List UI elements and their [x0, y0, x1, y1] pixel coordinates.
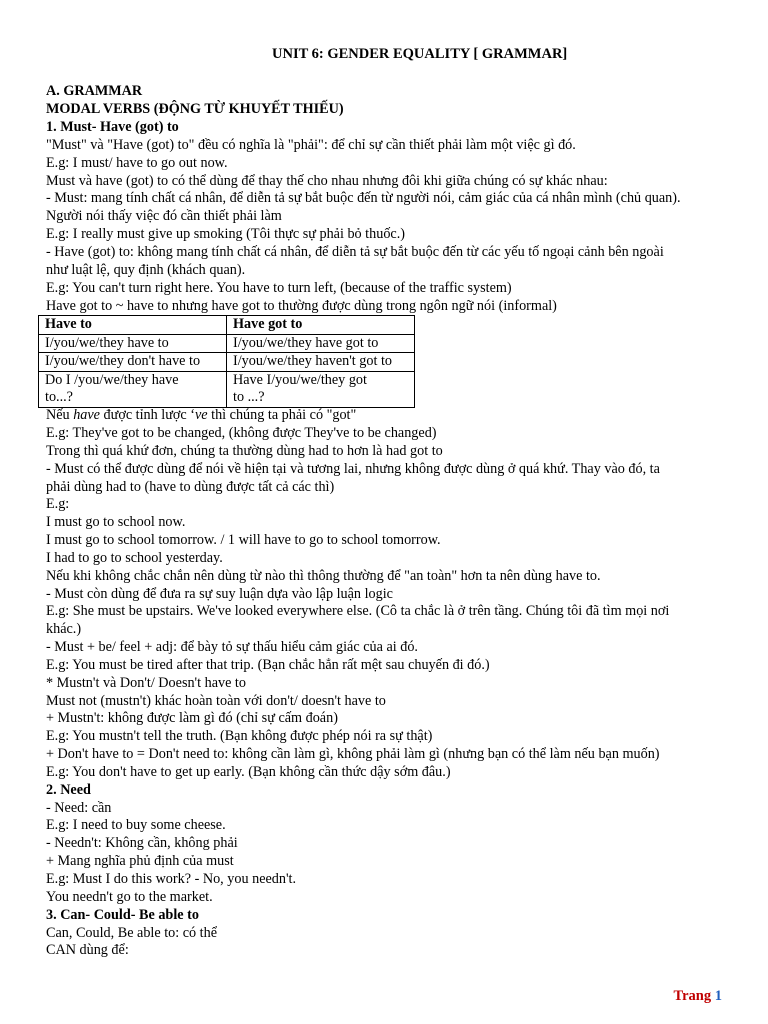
text-line: khác.) — [46, 621, 82, 638]
table-cell: I/you/we/they have to — [39, 334, 227, 353]
table-cell: Do I /you/we/they have to...? — [39, 371, 227, 407]
text-line: - Must: mang tính chất cá nhân, để diễn tả sự bắt buộc đến từ người nói, cảm giác của cá nhân mình (chủ quan). — [46, 190, 681, 207]
section-heading: A. GRAMMAR — [46, 83, 143, 99]
text-line: CAN dùng để: — [46, 942, 129, 959]
text-line: E.g: You can't turn right here. You have to turn left, (because of the traffic system) — [46, 279, 512, 296]
text-line: I must go to school tomorrow. / 1 will have to go to school tomorrow. — [46, 532, 441, 549]
table-header-row — [39, 316, 415, 335]
text-line: E.g: I must/ have to go out now. — [46, 154, 228, 171]
have-to-table — [38, 315, 415, 408]
section-heading: 2. Need — [46, 781, 91, 798]
text-line: E.g: They've got to be changed, (không được They've to be changed) — [46, 425, 437, 441]
page-title: UNIT 6: GENDER EQUALITY [ GRAMMAR] — [272, 46, 568, 62]
text-line: I must go to school now. — [46, 514, 186, 531]
text-line: I had to go to school yesterday. — [46, 549, 223, 566]
text-line: You needn't go to the market. — [46, 888, 213, 905]
table-cell: I/you/we/they haven't got to — [227, 353, 415, 372]
section-heading: 3. Can- Could- Be able to — [46, 906, 199, 923]
text-line: Người nói thấy việc đó cần thiết phải làm — [46, 208, 282, 225]
text-line: Must và have (got) to có thể dùng để thay thế cho nhau nhưng đôi khi giữa chúng có sự khác nhau: — [46, 172, 608, 189]
text-line: + Mang nghĩa phủ định của must — [46, 853, 234, 870]
text-line: - Need: cần — [46, 799, 112, 816]
text-line: Must not (mustn't) khác hoàn toàn với don't/ doesn't have to — [46, 692, 386, 709]
text-line: Have got to ~ have to nhưng have got to thường được dùng trong ngôn ngữ nói (informal) — [46, 297, 557, 314]
text-line: - Needn't: Không cần, không phải — [46, 835, 238, 852]
text-line: E.g: Must I do this work? - No, you needn't. — [46, 871, 297, 887]
text-line: * Mustn't và Don't/ Doesn't have to — [46, 674, 246, 691]
text-line: - Must còn dùng để đưa ra sự suy luận dựa vào lập luận logic — [46, 585, 393, 602]
note-have-line: Nếu have được tỉnh lược ‘ve thì chúng ta phải có "got" — [46, 407, 357, 423]
table-header-cell: Have got to — [227, 316, 415, 335]
table-cell: I/you/we/they don't have to — [39, 353, 227, 372]
table-cell: I/you/we/they have got to — [227, 334, 415, 353]
page-number: Trang 1 — [673, 988, 722, 1004]
text-line: "Must" và "Have (got) to" đều có nghĩa là "phải": để chỉ sự cần thiết phải làm một việc gì đó. — [46, 136, 576, 153]
text-line: Trong thì quá khứ đơn, chúng ta thường dùng had to hơn là had got to — [46, 442, 443, 459]
text-line: E.g: I need to buy some cheese. — [46, 817, 226, 834]
table-row — [39, 371, 415, 407]
text-line: E.g: You must be tired after that trip. (Bạn chắc hẳn rất mệt sau chuyến đi đó.) — [46, 656, 490, 673]
table-cell: Have I/you/we/they got to ...? — [227, 371, 415, 407]
text-line: + Mustn't: không được làm gì đó (chỉ sự cấm đoán) — [46, 710, 338, 727]
text-line: như luật lệ, quy định (khách quan). — [46, 262, 246, 278]
text-line: E.g: I really must give up smoking (Tôi thực sự phải bỏ thuốc.) — [46, 226, 405, 243]
text-line: E.g: You don't have to get up early. (Bạn không cần thức dậy sớm đâu.) — [46, 763, 451, 780]
text-line: E.g: You mustn't tell the truth. (Bạn không được phép nói ra sự thật) — [46, 728, 433, 745]
section-heading: 1. Must- Have (got) to — [46, 118, 179, 135]
section-heading: MODAL VERBS (ĐỘNG TỪ KHUYẾT THIẾU) — [46, 100, 344, 117]
text-line: - Must có thể được dùng để nói về hiện tại và tương lai, nhưng không được dùng ở quá khứ. Thay vào đó, ta — [46, 460, 660, 477]
text-line: E.g: — [46, 496, 70, 513]
table-header-cell: Have to — [39, 316, 227, 335]
text-line: - Have (got) to: không mang tính chất cá nhân, để diễn tả sự bắt buộc đến từ các yếu tố ngoại cảnh bên ngoài — [46, 244, 664, 261]
text-line: Can, Could, Be able to: có thể — [46, 924, 218, 941]
text-line: Nếu khi không chắc chắn nên dùng từ nào thì thông thường để "an toàn" hơn ta nên dùng have to. — [46, 567, 601, 584]
text-line: + Don't have to = Don't need to: không cần làm gì, không phải làm gì (nhưng bạn có thể làm nếu bạn muốn) — [46, 746, 660, 763]
text-line: - Must + be/ feel + adj: để bày tỏ sự thấu hiểu cảm giác của ai đó. — [46, 639, 418, 656]
text-line: phải dùng had to (have to dùng được tất cả các thì) — [46, 478, 335, 495]
text-line: E.g: She must be upstairs. We've looked everywhere else. (Cô ta chắc là ở trên tầng. Chúng tôi đã tìm mọi nơi — [46, 603, 670, 620]
table-row — [39, 334, 415, 353]
table-row — [39, 353, 415, 372]
